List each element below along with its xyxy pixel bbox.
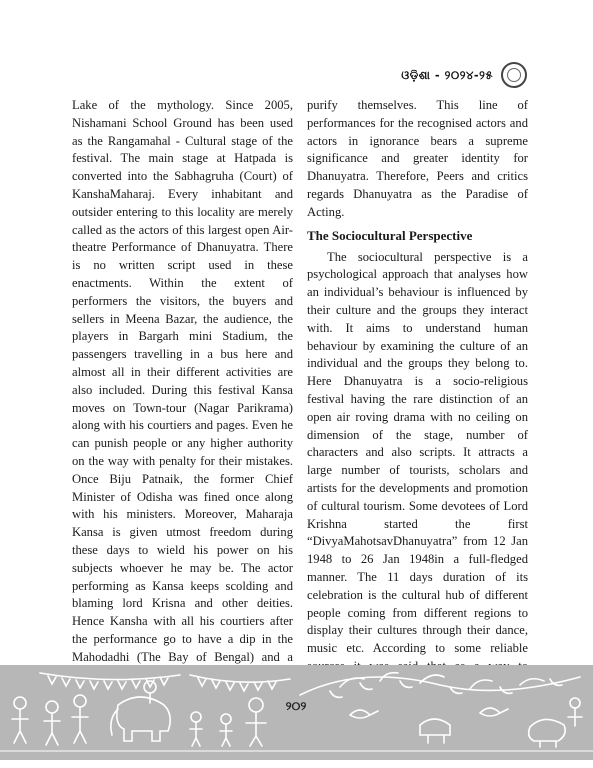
page-number: ୨୦୨	[285, 699, 307, 713]
left-column	[72, 97, 293, 684]
left-paragraph: Lake of the mythology. Since 2005, Nishamani School Ground has been used as the Rangamahal - Cultural stage of the festival. The main stage at Hatpada is converted into the Sabhagruha (Court) of KanshaMaharaj. Every inhabitant and outsider entering to this locality are merely called as the actors of this largest open Air-theatre Performance of Dhanuyatra. There is no written script used in these enactments. Within the extent of performers the visitors, the buyers and sellers in Meena Bazar, the audience, the players in Bargarh mini Stadium, the passengers travelling in a bus here and almost all in their different activities are also included. During this festival Kansa moves on Town-tour (Nagar Parikrama) along with his courtiers and pages. Even he can punish people or any higher authority on the way with penalty for their mistakes. Once Biju Patnaik, the former Chief Minister of Odisha was fined once along with his ministers. Moreover, Maharaja Kansa is given utmost freedom during these days to wield his power on his subjects whoever he may be. The actor performing as Kansa keeps scolding and blaming lord Krisna and other deities. Hence Kansha with all his courtiers after the performance go to have a dip in the Mahodadhi (The Bay of Bengal) and a	[72, 98, 293, 664]
emblem-seal-icon	[501, 62, 527, 88]
section-heading: The Sociocultural Perspective	[307, 227, 473, 243]
right-paragraph-continued: purify themselves. This line of performances for the recognised actors and actors in ignorance bears a supreme significance and greater identity for Dhanuyatra. Therefore, Peers and critics regards Dhanuyatra as the Paradise of Acting.	[307, 98, 528, 219]
right-paragraph-sociocultural: The sociocultural perspective is a psychological approach that analyses how an individual’s behaviour is influenced by their culture and the groups they interact with. It aims to understand human behaviour by examining the culture of an individual and the groups they belong to. Here Dhanuyatra is a socio-religious festival having the rare distinction of an open air roving drama with no ceiling on dimension of the stage, number of characters and also scripts. It attracts a large number of tourists, scholars and artists for the developments and promotion of cultural tourism. Some devotees of Lord Krishna started the first “DivyaMahotsavDhanuyatra” from 12 Jan 1948 to 26 Jan 1948in a full-fledged manner. The 11 days duration of its celebration is the cultural hub of different people coming from different regions to display their cultures through their dance, music etc. According to some reliable	[307, 249, 528, 656]
running-header	[401, 62, 527, 88]
running-title: ଓଡ଼ିଶା - ୨୦୨୪-୨୫	[401, 67, 493, 82]
right-column	[307, 97, 528, 694]
